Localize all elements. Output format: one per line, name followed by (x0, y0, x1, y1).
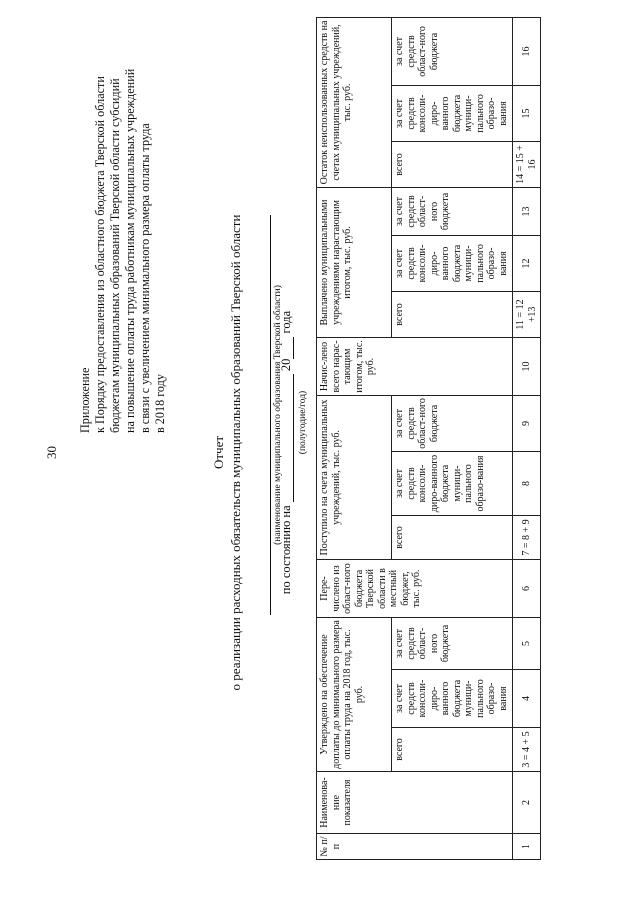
report-title-block (210, 0, 244, 905)
as-of-caption: (полугодие/год) (298, 390, 308, 455)
subheader-total: всего (392, 516, 513, 560)
report-table-wrapper (316, 18, 541, 860)
subheader-consolidated: за счет средств консоли-диро-ванного бюджета муници-пального образо-вания (392, 235, 513, 291)
column-number: 1 (513, 834, 541, 860)
municipality-blank-line (256, 215, 271, 615)
subheader-total: всего (392, 141, 513, 187)
column-number: 14 = 15 + 16 (513, 141, 541, 187)
column-number: 15 (513, 85, 541, 141)
column-number: 4 (513, 670, 541, 728)
column-number: 3 = 4 + 5 (513, 728, 541, 772)
period-blank (279, 374, 294, 502)
subheader-regional: за счет средств област-ного бюджета (392, 187, 513, 235)
column-number: 10 (513, 337, 541, 395)
subheader-regional: за счет средств област-ного бюджета (392, 17, 513, 85)
appendix-note (78, 68, 168, 433)
as-of-line (278, 0, 294, 905)
header-remainder: Остаток неиспользованных средств на счетах муниципальных учреждений, тыс. руб. (317, 17, 392, 187)
appendix-line: бюджетам муниципальных образований Тверской области субсидий (108, 78, 122, 433)
page-number: 30 (44, 446, 59, 459)
column-number: 13 (513, 187, 541, 235)
column-number: 12 (513, 235, 541, 291)
appendix-line: Приложение (78, 367, 92, 433)
header-approved: Утверждено на обеспечение доплаты до минимального размера оплаты труда на 2018 год, тыс. руб. (317, 618, 392, 772)
header-paid: Выплачено муниципальными учреждениями нарастающим итогом, тыс. руб. (317, 187, 392, 337)
column-number: 11 = 12 +13 (513, 291, 541, 337)
subheader-consolidated: за счет средств консоли-диро-ванного бюджета муници-пального образо-вания (392, 670, 513, 728)
subheader-regional: за счет средств област-ного бюджета (392, 395, 513, 451)
subheader-consolidated: за счет средств консоли-диро-ванного бюджета муници-пального образо-вания (392, 452, 513, 516)
appendix-line: в связи с увеличением минимального размера оплаты труда (138, 123, 152, 433)
year-blank (279, 337, 294, 359)
header-no: № п/п (317, 834, 513, 860)
as-of-suffix: года (279, 310, 293, 334)
report-title: Отчет (211, 435, 226, 470)
as-of-year-prefix: 20 (279, 358, 293, 372)
subheader-total: всего (392, 728, 513, 772)
column-number: 7 = 8 + 9 (513, 516, 541, 560)
appendix-line: в 2018 году (153, 374, 167, 433)
report-table (316, 17, 541, 860)
column-number: 16 (513, 17, 541, 85)
municipality-caption: (наименование муниципального образования Тверской области) (273, 285, 283, 545)
header-indicator-name: Наименова-ние показателя (317, 772, 513, 834)
report-subtitle: о реализации расходных обязательств муниципальных образований Тверской области (228, 214, 243, 691)
header-received: Поступило на счета муниципальных учреждений, тыс. руб. (317, 395, 392, 559)
as-of-prefix: по состоянию на (279, 505, 293, 595)
header-transferred: Пере-числено из област-ного бюджета Тверской области в местный бюджет, тыс. руб. (317, 560, 513, 618)
header-accrued: Начис-лено всего нарас-тающим итогом, тыс. руб. (317, 337, 513, 395)
column-number: 8 (513, 452, 541, 516)
subheader-consolidated: за счет средств консоли-диро-ванного бюджета муници-пального образо-вания (392, 85, 513, 141)
column-number: 9 (513, 395, 541, 451)
column-number: 5 (513, 618, 541, 670)
appendix-line: на повышение оплаты труда работникам муниципальных учреждений (123, 68, 137, 433)
appendix-line: к Порядку предоставления из областного бюджета Тверской области (93, 76, 107, 433)
subheader-regional: за счет средств област-ного бюджета (392, 618, 513, 670)
subheader-total: всего (392, 291, 513, 337)
column-number-row (513, 17, 541, 859)
column-number: 6 (513, 560, 541, 618)
column-number: 2 (513, 772, 541, 834)
